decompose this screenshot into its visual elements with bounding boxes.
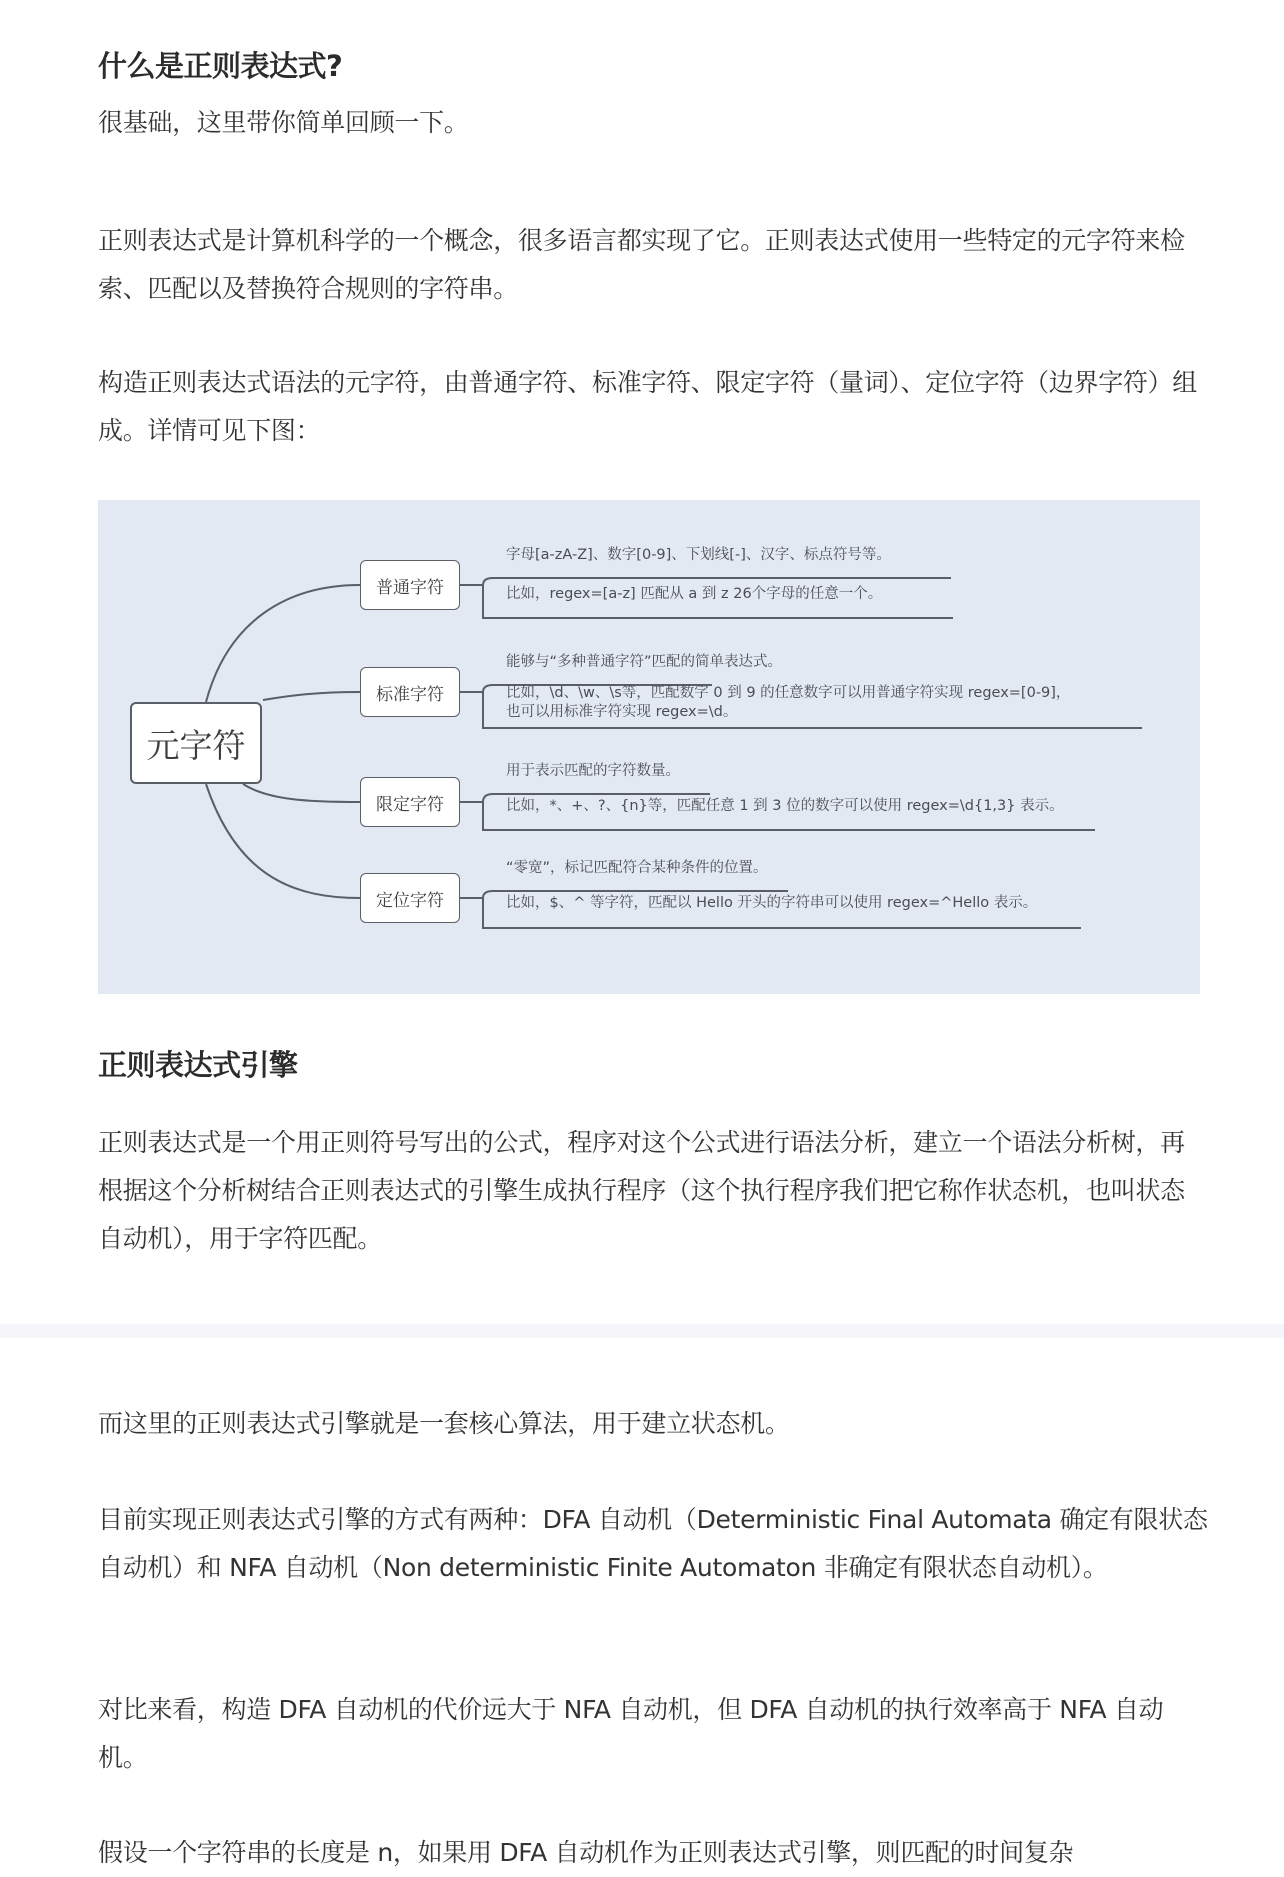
paragraph-time-complexity: 假设一个字符串的长度是 n，如果用 DFA 自动机作为正则表达式引擎，则匹配的时间复杂 <box>98 1838 1074 1867</box>
branch-node-ordinary-chars: 普通字符 <box>360 560 460 610</box>
leaf-standard-desc: 能够与“多种普通字符”匹配的简单表达式。 <box>506 654 783 670</box>
heading-regex-engine: 正则表达式引擎 <box>98 1048 298 1082</box>
branch-node-anchor-chars: 定位字符 <box>360 873 460 923</box>
branch-node-quantifier-chars: 限定字符 <box>360 777 460 827</box>
leaf-standard-example-cont: 也可以用标准字符实现 regex=\d。 <box>506 704 738 720</box>
leaf-quantifier-example: 比如，*、+、?、{n}等，匹配任意 1 到 3 位的数字可以使用 regex=\d{1,3} 表示。 <box>506 798 1064 814</box>
paragraph-engine-definition: 正则表达式是一个用正则符号写出的公式，程序对这个公式进行语法分析，建立一个语法分析树，再根据这个分析树结合正则表达式的引擎生成执行程序（这个执行程序我们把它称作状态机，也叫状态自动机），用于字符匹配。 <box>98 1128 1185 1253</box>
branch-node-standard-chars: 标准字符 <box>360 667 460 717</box>
paragraph-intro: 很基础，这里带你简单回顾一下。 <box>98 108 469 137</box>
leaf-anchor-example: 比如，$、^ 等字符，匹配以 Hello 开头的字符串可以使用 regex=^Hello 表示。 <box>506 895 1038 911</box>
leaf-ordinary-example: 比如，regex=[a-z] 匹配从 a 到 z 26个字母的任意一个。 <box>506 586 883 602</box>
paragraph-dfa-nfa-comparison: 对比来看，构造 DFA 自动机的代价远大于 NFA 自动机，但 DFA 自动机的执行效率高于 NFA 自动机。 <box>98 1695 1164 1772</box>
section-divider <box>0 1324 1284 1338</box>
metacharacter-mindmap <box>98 500 1200 994</box>
paragraph-metachar-composition: 构造正则表达式语法的元字符，由普通字符、标准字符、限定字符（量词）、定位字符（边界字符）组成。详情可见下图： <box>98 368 1198 445</box>
paragraph-engine-core-algorithm: 而这里的正则表达式引擎就是一套核心算法，用于建立状态机。 <box>98 1409 790 1438</box>
mindmap-connectors <box>98 500 1200 994</box>
leaf-standard-example: 比如，\d、\w、\s等，匹配数字 0 到 9 的任意数字可以用普通字符实现 regex=[0-9]， <box>506 685 1071 701</box>
root-node-metacharacter: 元字符 <box>130 702 262 784</box>
paragraph-dfa-nfa: 目前实现正则表达式引擎的方式有两种：DFA 自动机（Deterministic Final Automata 确定有限状态自动机）和 NFA 自动机（Non deterministic Finite Automaton 非确定有限状态自动机）。 <box>98 1505 1208 1582</box>
leaf-anchor-desc: “零宽”，标记匹配符合某种条件的位置。 <box>506 860 768 876</box>
leaf-quantifier-desc: 用于表示匹配的字符数量。 <box>506 763 680 779</box>
heading-what-is-regex: 什么是正则表达式? <box>98 49 343 83</box>
leaf-ordinary-desc: 字母[a-zA-Z]、数字[0-9]、下划线[-]、汉字、标点符号等。 <box>506 547 891 563</box>
paragraph-regex-definition: 正则表达式是计算机科学的一个概念，很多语言都实现了它。正则表达式使用一些特定的元字符来检索、匹配以及替换符合规则的字符串。 <box>98 226 1185 303</box>
